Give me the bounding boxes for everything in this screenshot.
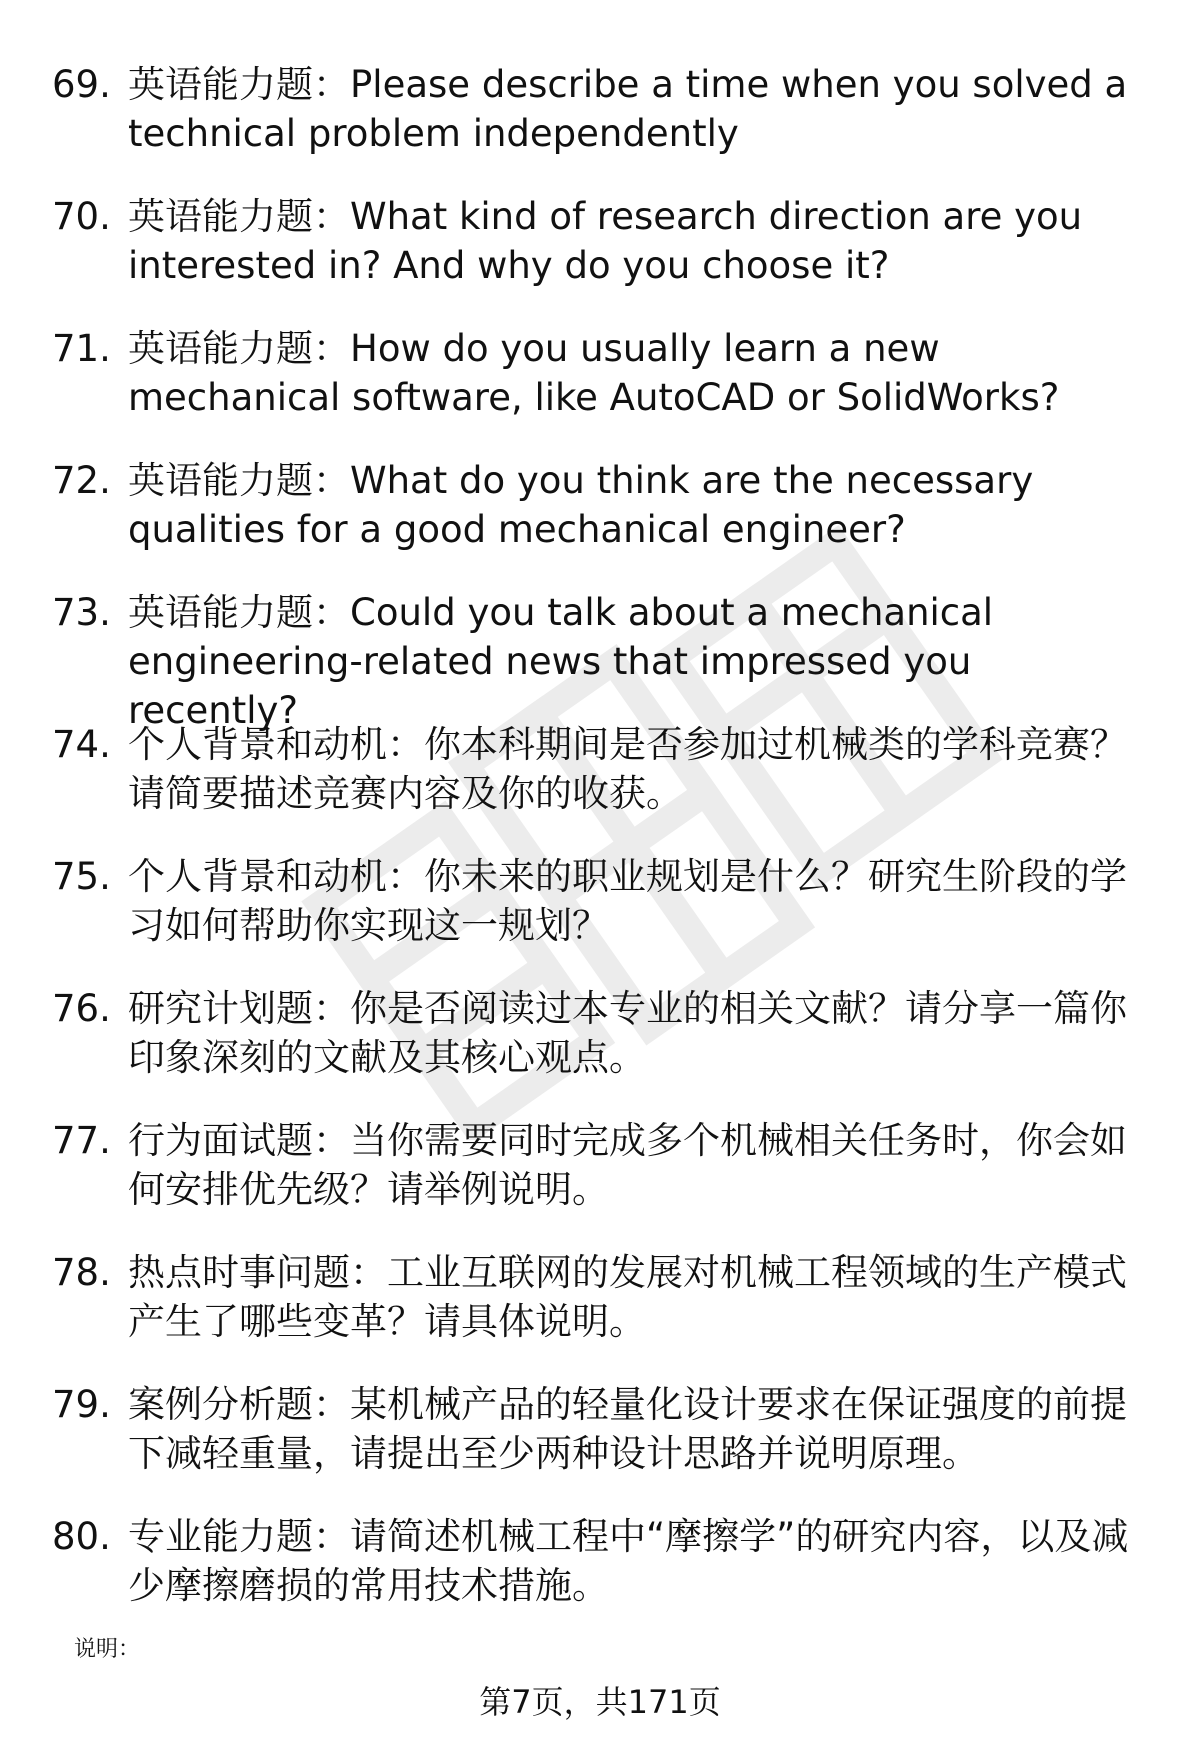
list-item <box>52 324 1142 422</box>
item-text: 研究计划题：你是否阅读过本专业的相关文献？请分享一篇你印象深刻的文献及其核心观点。 <box>128 987 1127 1079</box>
list-item <box>52 60 1142 158</box>
item-number: 79. <box>52 1383 111 1426</box>
item-text: 英语能力题：What kind of research direction are you interested in? And why do you choose it? <box>128 195 1083 287</box>
item-text: 专业能力题：请简述机械工程中“摩擦学”的研究内容，以及减少摩擦磨损的常用技术措施。 <box>128 1515 1129 1607</box>
item-number: 71. <box>52 327 111 370</box>
list-item <box>52 1512 1142 1610</box>
list-item <box>52 192 1142 290</box>
item-number: 75. <box>52 855 111 898</box>
item-number: 74. <box>52 723 111 766</box>
item-text: 热点时事问题：工业互联网的发展对机械工程领域的生产模式产生了哪些变革？请具体说明。 <box>128 1251 1127 1343</box>
list-item <box>52 588 1142 732</box>
list-item <box>52 852 1142 950</box>
item-text: 个人背景和动机：你本科期间是否参加过机械类的学科竞赛？请简要描述竞赛内容及你的收获。 <box>128 723 1127 815</box>
item-text: 英语能力题：What do you think are the necessary qualities for a good mechanical engineer? <box>128 459 1034 551</box>
item-text: 案例分析题：某机械产品的轻量化设计要求在保证强度的前提下减轻重量，请提出至少两种设计思路并说明原理。 <box>128 1383 1127 1475</box>
list-item <box>52 1248 1142 1346</box>
list-item <box>52 1380 1142 1478</box>
list-item <box>52 1116 1142 1214</box>
list-item <box>52 720 1142 818</box>
item-number: 70. <box>52 195 111 238</box>
note-label: 说明： <box>74 1637 141 1662</box>
item-number: 69. <box>52 63 111 106</box>
item-number: 73. <box>52 591 111 634</box>
item-text: 个人背景和动机：你未来的职业规划是什么？研究生阶段的学习如何帮助你实现这一规划？ <box>128 855 1127 947</box>
item-text: 英语能力题：Could you talk about a mechanical engineering-related news that impressed you recently? <box>128 591 994 732</box>
item-number: 72. <box>52 459 111 502</box>
item-text: 行为面试题：当你需要同时完成多个机械相关任务时，你会如何安排优先级？请举例说明。 <box>128 1119 1127 1211</box>
item-text: 英语能力题：Please describe a time when you solved a technical problem independently <box>128 63 1128 155</box>
item-number: 80. <box>52 1515 111 1558</box>
page-footer: 第7页，共171页 <box>479 1683 721 1721</box>
item-number: 77. <box>52 1119 111 1162</box>
item-number: 78. <box>52 1251 111 1294</box>
list-item <box>52 984 1142 1082</box>
question-list <box>52 60 1142 1644</box>
item-text: 英语能力题：How do you usually learn a new mechanical software, like AutoCAD or SolidWorks? <box>128 327 1060 419</box>
item-number: 76. <box>52 987 111 1030</box>
list-item <box>52 456 1142 554</box>
